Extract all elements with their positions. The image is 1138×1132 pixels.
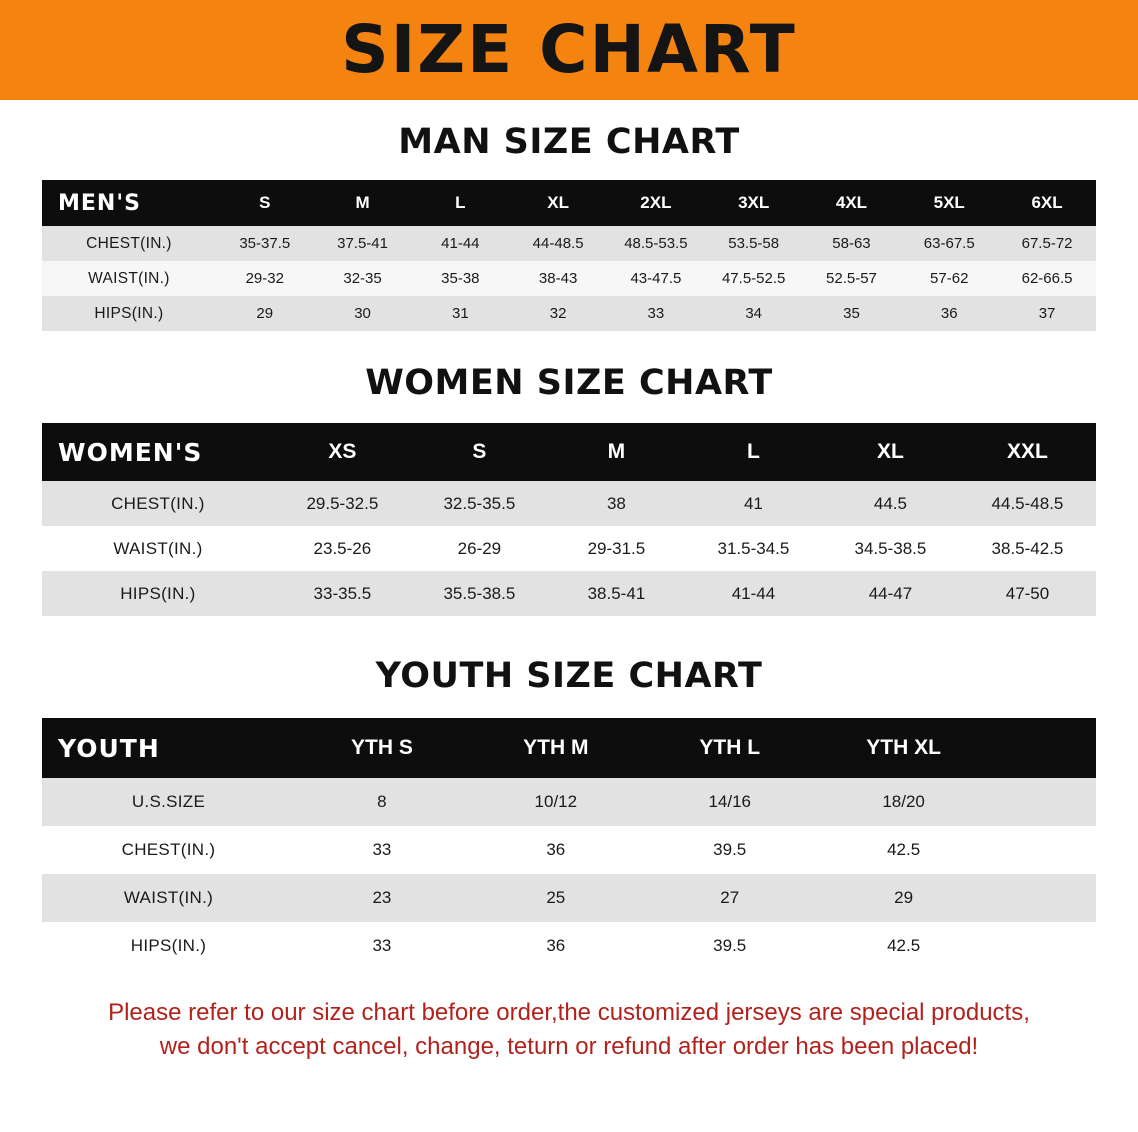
women-col-header: M xyxy=(607,440,626,463)
man-col-header: 6XL xyxy=(1031,193,1063,212)
cell: 33 xyxy=(372,936,392,955)
youth-row-label-header: YOUTH xyxy=(58,733,160,763)
man-table-wrap xyxy=(0,180,1138,331)
disclaimer-line-1: Please refer to our size chart before order,the customized jerseys are special products, xyxy=(108,999,1030,1026)
youth-size-table xyxy=(42,718,1096,970)
cell: 32 xyxy=(549,305,567,322)
cell: 32-35 xyxy=(343,270,382,287)
cell: 41-44 xyxy=(731,583,776,603)
cell: 42.5 xyxy=(887,936,921,955)
women-header-row xyxy=(42,423,1096,481)
cell: 53.5-58 xyxy=(728,235,780,252)
cell: 36 xyxy=(940,305,958,322)
cell: 44-48.5 xyxy=(532,235,584,252)
row-label: U.S.SIZE xyxy=(131,792,206,811)
cell: 34.5-38.5 xyxy=(854,538,927,558)
table-row xyxy=(42,874,1096,922)
cell: 23.5-26 xyxy=(313,538,372,558)
disclaimer-line-2: we don't accept cancel, change, teturn or refund after order has been placed! xyxy=(159,1033,979,1061)
man-col-header: 2XL xyxy=(640,193,672,212)
row-label: HIPS(IN.) xyxy=(120,583,196,603)
cell: 35.5-38.5 xyxy=(443,583,516,603)
cell: 43-47.5 xyxy=(630,270,682,287)
row-label: WAIST(IN.) xyxy=(123,888,214,907)
cell: 58-63 xyxy=(832,235,871,252)
cell-spacer xyxy=(991,922,1096,970)
youth-col-header: YTH XL xyxy=(866,736,941,759)
man-size-table xyxy=(42,180,1096,331)
cell: 33-35.5 xyxy=(313,583,372,603)
cell: 31 xyxy=(451,305,469,322)
youth-header-row xyxy=(42,718,1096,778)
page-title: SIZE CHART xyxy=(341,11,797,88)
cell-spacer xyxy=(991,826,1096,874)
man-row-label-header: MEN'S xyxy=(58,190,141,216)
cell: 18/20 xyxy=(882,792,925,811)
row-label: HIPS(IN.) xyxy=(130,936,207,955)
table-row xyxy=(42,481,1096,526)
cell: 23 xyxy=(372,888,392,907)
cell-spacer xyxy=(991,874,1096,922)
row-label: WAIST(IN.) xyxy=(88,269,170,287)
cell: 44.5-48.5 xyxy=(991,493,1064,513)
table-row xyxy=(42,526,1096,571)
cell: 35 xyxy=(843,305,860,322)
man-col-header: XL xyxy=(547,193,569,212)
cell: 38 xyxy=(606,493,626,513)
man-table-head xyxy=(42,180,1096,226)
cell: 10/12 xyxy=(534,792,578,811)
table-row xyxy=(42,571,1096,616)
cell: 32.5-35.5 xyxy=(443,493,516,513)
cell: 62-66.5 xyxy=(1021,270,1073,287)
banner xyxy=(0,0,1138,100)
women-table-wrap xyxy=(0,423,1138,616)
youth-header-spacer xyxy=(991,718,1096,778)
cell: 26-29 xyxy=(457,538,502,558)
youth-col-header: YTH L xyxy=(699,736,761,759)
youth-table-head xyxy=(42,718,1096,778)
table-row xyxy=(42,226,1096,261)
cell: 14/16 xyxy=(708,792,751,811)
cell: 31.5-34.5 xyxy=(717,538,790,558)
cell: 36 xyxy=(546,936,566,955)
cell: 67.5-72 xyxy=(1021,235,1073,252)
cell: 47-50 xyxy=(1005,583,1050,603)
youth-table-wrap xyxy=(0,718,1138,970)
women-col-header: L xyxy=(747,440,760,463)
cell: 29 xyxy=(894,888,914,907)
cell: 29 xyxy=(256,305,274,322)
man-header-row xyxy=(42,180,1096,226)
youth-table-body xyxy=(42,778,1096,970)
cell: 42.5 xyxy=(887,840,921,859)
cell: 33 xyxy=(647,305,665,322)
cell: 37 xyxy=(1038,305,1056,322)
man-table-body xyxy=(42,226,1096,331)
table-row xyxy=(42,296,1096,331)
cell: 30 xyxy=(354,305,371,322)
man-section-heading: MAN SIZE CHART xyxy=(398,122,740,162)
cell: 44.5 xyxy=(873,493,907,513)
cell: 38-43 xyxy=(538,270,578,287)
cell: 41-44 xyxy=(441,235,480,252)
youth-col-header: YTH S xyxy=(350,736,413,759)
cell: 44-47 xyxy=(868,583,913,603)
cell: 36 xyxy=(546,840,566,859)
women-col-header: S xyxy=(472,440,487,463)
cell: 29.5-32.5 xyxy=(306,493,379,513)
cell: 37.5-41 xyxy=(337,235,388,252)
table-row xyxy=(42,922,1096,970)
table-row xyxy=(42,261,1096,296)
disclaimer-note xyxy=(38,996,1100,1064)
cell: 38.5-41 xyxy=(587,583,646,603)
women-table-head xyxy=(42,423,1096,481)
row-label: WAIST(IN.) xyxy=(113,538,203,558)
row-label: CHEST(IN.) xyxy=(111,493,205,513)
row-label: HIPS(IN.) xyxy=(94,304,164,322)
table-row xyxy=(42,826,1096,874)
cell: 38.5-42.5 xyxy=(991,538,1064,558)
row-label: CHEST(IN.) xyxy=(86,234,172,252)
cell: 35-38 xyxy=(441,270,480,287)
women-table-body xyxy=(42,481,1096,616)
women-section-heading: WOMEN SIZE CHART xyxy=(365,363,773,403)
women-col-header: XL xyxy=(877,440,904,463)
cell: 25 xyxy=(546,888,566,907)
man-col-header: 3XL xyxy=(738,193,770,212)
man-col-header: M xyxy=(355,193,370,212)
cell-spacer xyxy=(991,778,1096,826)
cell: 34 xyxy=(745,305,763,322)
cell: 63-67.5 xyxy=(923,235,975,252)
cell: 8 xyxy=(377,792,387,811)
cell: 48.5-53.5 xyxy=(624,235,688,252)
women-row-label-header: WOMEN'S xyxy=(58,437,203,467)
cell: 47.5-52.5 xyxy=(721,270,786,287)
table-row xyxy=(42,778,1096,826)
cell: 29-31.5 xyxy=(587,538,646,558)
cell: 52.5-57 xyxy=(826,270,877,287)
cell: 39.5 xyxy=(713,840,747,859)
man-col-header: L xyxy=(455,193,466,212)
women-col-header: XS xyxy=(328,440,357,463)
cell: 29-32 xyxy=(245,270,284,287)
youth-col-header: YTH M xyxy=(523,736,589,759)
cell: 39.5 xyxy=(713,936,747,955)
women-col-header: XXL xyxy=(1007,440,1048,463)
cell: 27 xyxy=(720,888,740,907)
women-size-table xyxy=(42,423,1096,616)
row-label: CHEST(IN.) xyxy=(121,840,216,859)
man-col-header: 5XL xyxy=(933,193,965,212)
man-col-header: S xyxy=(259,193,271,212)
youth-section-heading: YOUTH SIZE CHART xyxy=(375,656,763,696)
cell: 41 xyxy=(743,493,763,513)
man-col-header: 4XL xyxy=(835,193,868,212)
cell: 33 xyxy=(372,840,392,859)
cell: 35-37.5 xyxy=(239,235,291,252)
cell: 57-62 xyxy=(930,270,969,287)
